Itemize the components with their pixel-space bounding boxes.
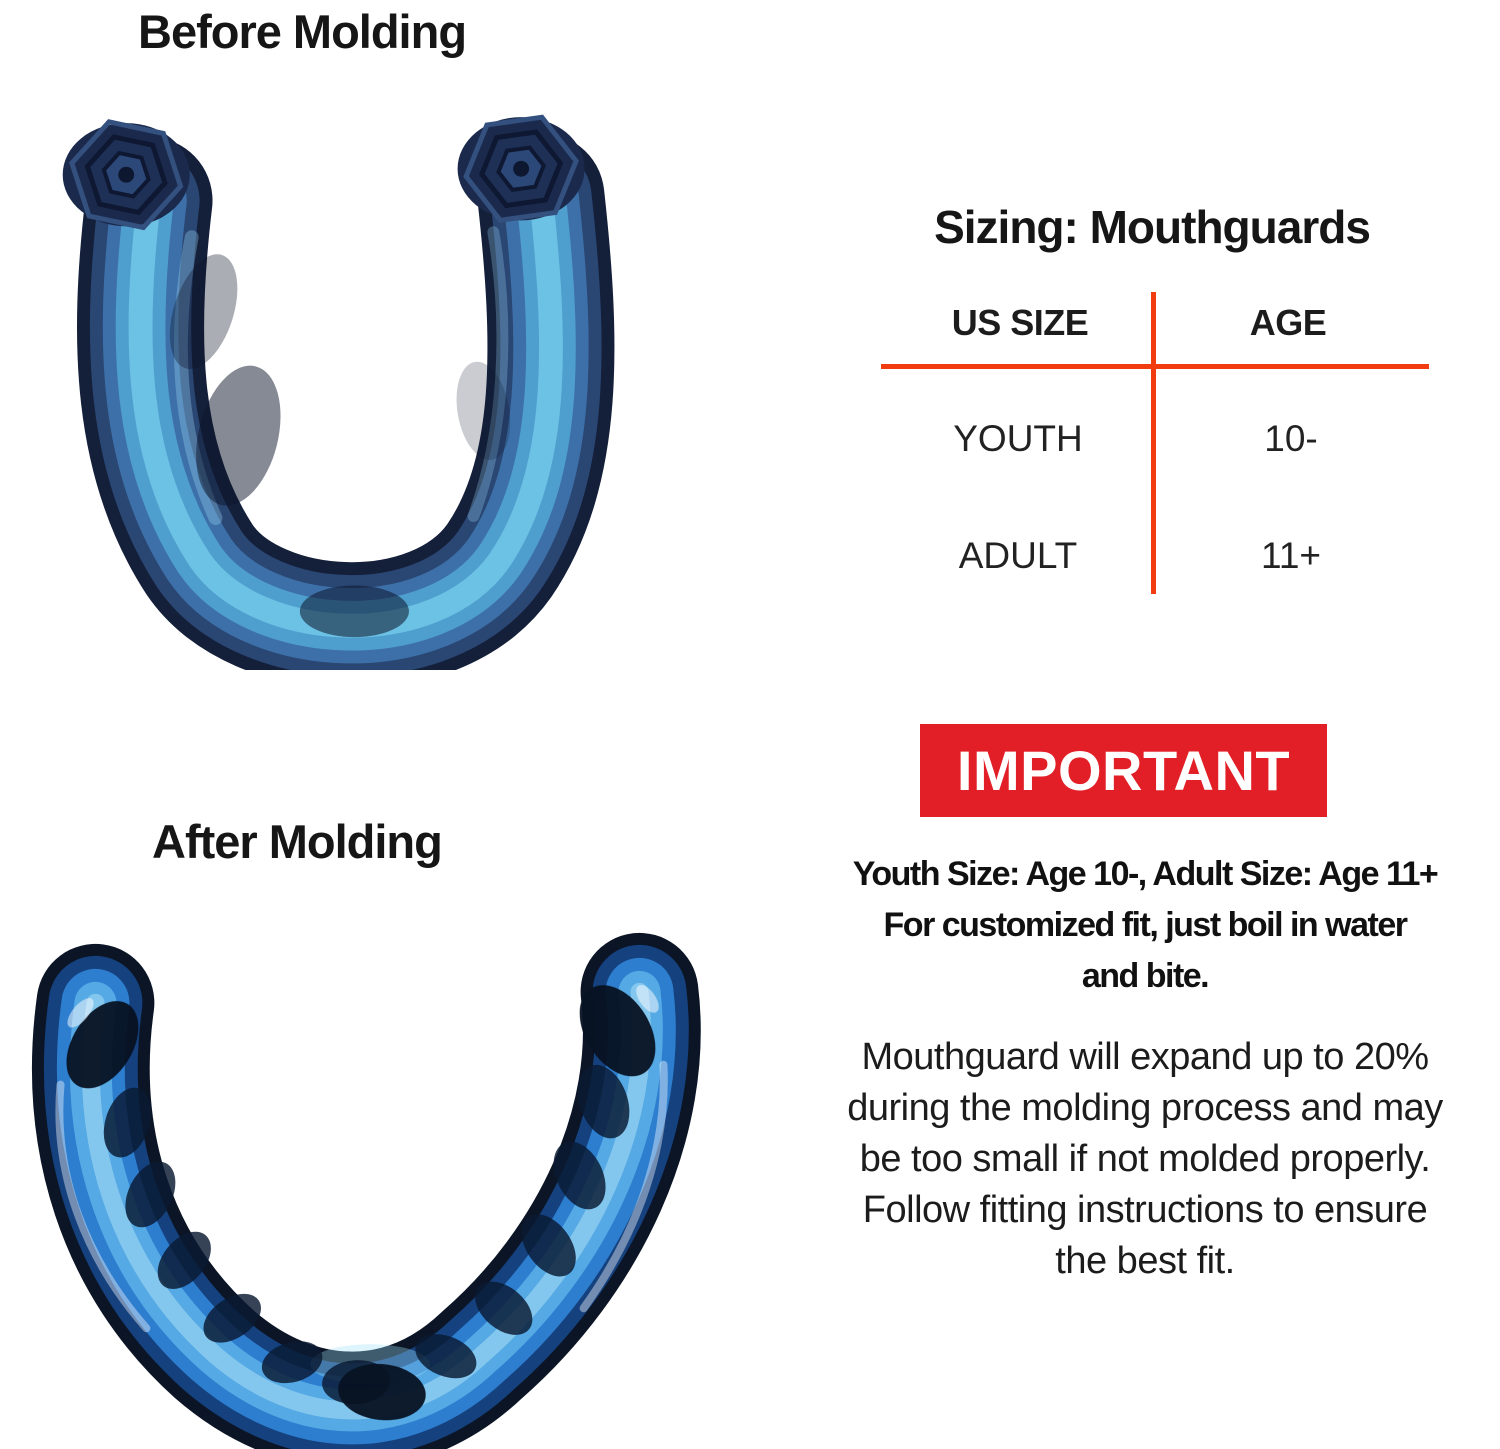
bold-note-line-2: For customized fit, just boil in water: [883, 906, 1407, 944]
mouthguard-after-graphic: [0, 895, 720, 1449]
bold-note-line-3: and bite.: [1081, 957, 1209, 995]
table-vertical-divider: [1151, 292, 1156, 594]
body-note-line-5: the best fit.: [1055, 1240, 1235, 1282]
table-header-age: AGE: [1249, 302, 1327, 343]
table-cell-youth-age: 10-: [1264, 418, 1318, 459]
important-banner-label: IMPORTANT: [956, 739, 1291, 802]
body-note-line-4: Follow fitting instructions to ensure: [862, 1189, 1428, 1231]
table-horizontal-divider: [881, 364, 1429, 369]
table-cell-youth-size: YOUTH: [953, 418, 1083, 459]
before-molding-heading: Before Molding: [138, 5, 467, 58]
body-note-line-1: Mouthguard will expand up to 20%: [861, 1036, 1429, 1078]
table-cell-adult-size: ADULT: [958, 535, 1078, 576]
table-cell-adult-age: 11+: [1260, 535, 1322, 576]
sizing-note-bold: [760, 849, 1500, 1002]
body-note-line-2: during the molding process and may: [847, 1087, 1443, 1129]
after-molding-heading: After Molding: [152, 815, 442, 868]
table-header-us-size: US SIZE: [951, 302, 1089, 343]
sizing-title: Sizing: Mouthguards: [934, 201, 1370, 253]
body-note-line-3: be too small if not molded properly.: [859, 1138, 1431, 1180]
mouthguard-after-image: [0, 895, 720, 1449]
important-banner: [920, 724, 1327, 817]
mouthguard-before-image: [25, 112, 660, 670]
molding-expansion-note: [760, 1032, 1500, 1287]
mouthguard-before-graphic: [25, 112, 660, 670]
bold-note-line-1: Youth Size: Age 10-, Adult Size: Age 11+: [852, 855, 1438, 893]
